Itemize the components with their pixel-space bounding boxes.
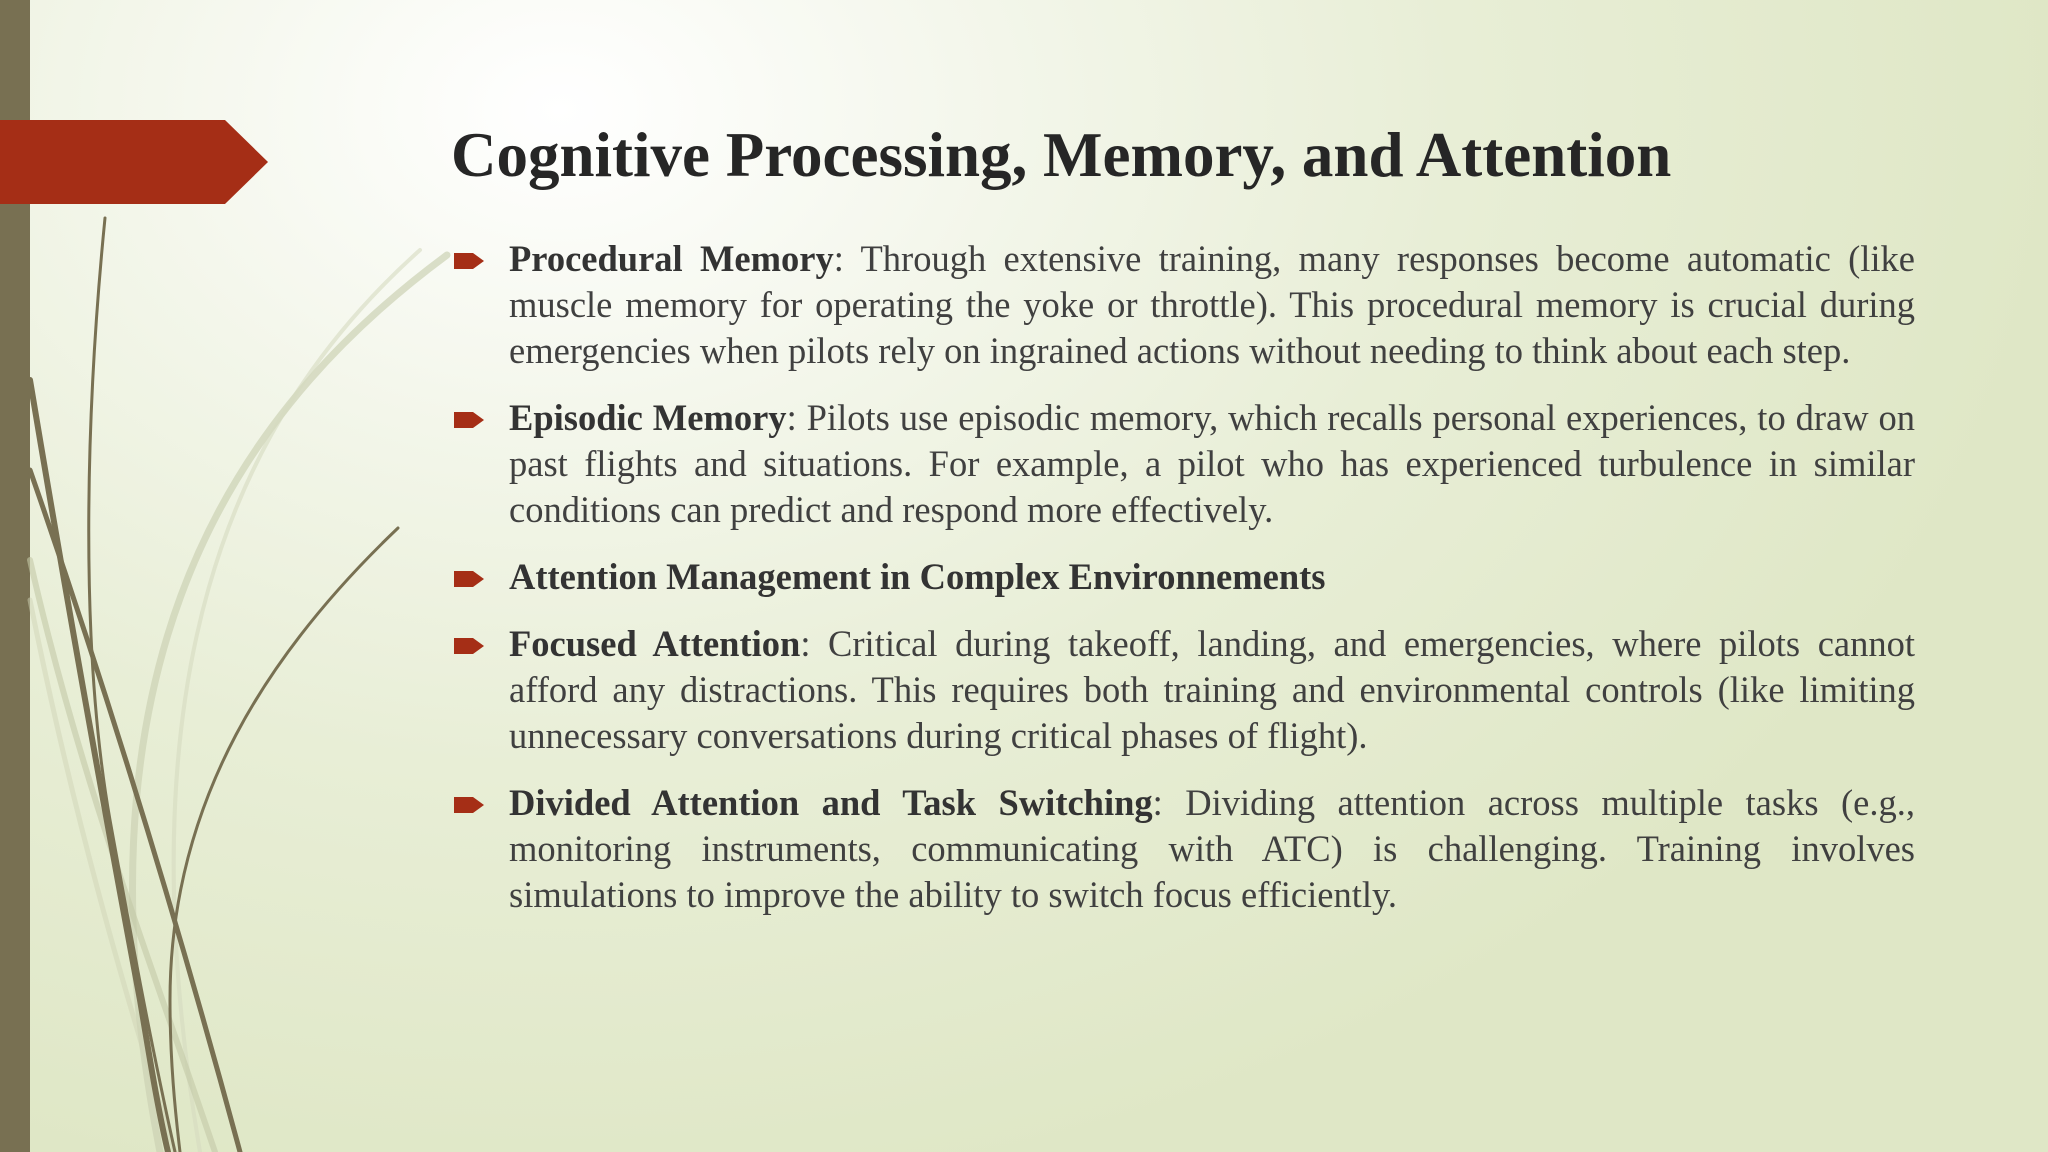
bullet-text: : Pilots use episodic memory, which recalls personal experiences, to draw on past flights and situations. For example, a pilot who has experienced turbulence in similar conditions can predict and respond more effectively. bbox=[509, 397, 1916, 530]
bullet-list bbox=[451, 236, 1915, 939]
title-accent-tab bbox=[0, 120, 268, 204]
bullet-text: : Critical during takeoff, landing, and emergencies, where pilots cannot afford any distractions. This requires both training and environmental controls (like limiting unnecessary conversations during critical phases of flight). bbox=[509, 623, 1915, 756]
bullet-attention-management bbox=[451, 554, 1915, 600]
bullet-term: Attention Management in Complex Environnements bbox=[509, 556, 1326, 597]
bullet-term: Divided Attention and Task Switching bbox=[509, 782, 1153, 823]
bullet-procedural-memory bbox=[451, 236, 1915, 374]
bullet-focused-attention bbox=[451, 621, 1915, 759]
arrow-bullet-icon bbox=[454, 412, 484, 428]
bullet-episodic-memory bbox=[451, 395, 1915, 533]
slide-title: Cognitive Processing, Memory, and Attention bbox=[451, 120, 1672, 190]
arrow-bullet-icon bbox=[454, 253, 484, 269]
arrow-bullet-icon bbox=[454, 571, 484, 587]
arrow-bullet-icon bbox=[454, 638, 484, 654]
bullet-divided-attention bbox=[451, 780, 1915, 918]
bullet-text: : Through extensive training, many responses become automatic (like muscle memory for operating the yoke or throttle). This procedural memory is crucial during emergencies when pilots rely on ingrained actions without needing to think about each step. bbox=[509, 238, 1916, 371]
bullet-term: Episodic Memory bbox=[509, 397, 787, 438]
bullet-term: Focused Attention bbox=[509, 623, 801, 664]
arrow-bullet-icon bbox=[454, 797, 484, 813]
bullet-text: : Dividing attention across multiple tasks (e.g., monitoring instruments, communicating with ATC) is challenging. Training involves simulations to improve the ability to switch focus efficiently. bbox=[509, 782, 1915, 915]
bullet-term: Procedural Memory bbox=[509, 238, 834, 279]
